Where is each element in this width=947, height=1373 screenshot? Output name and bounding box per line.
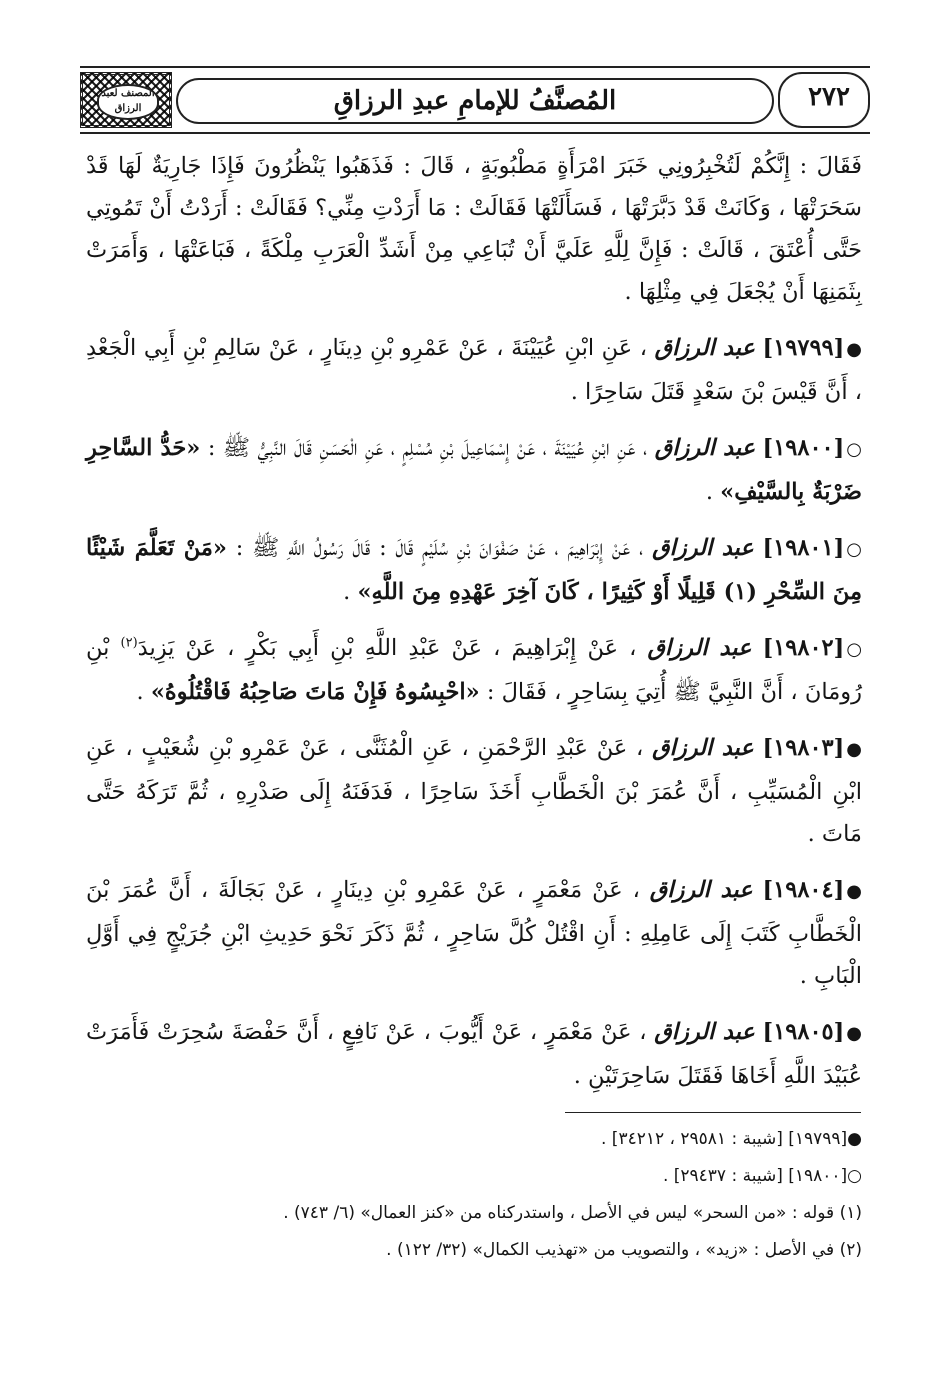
hadith-marker: ● (846, 881, 862, 902)
hadith-number: [١٩٨٠٣] (762, 735, 845, 761)
hadith-marker: ● (846, 339, 862, 360)
hadith-end: . (705, 479, 713, 505)
hadith-marker: ○ (846, 439, 863, 460)
hadith-marker: ○ (846, 539, 862, 560)
hadith-19799 (86, 327, 862, 413)
page-number: ٢٧٢ (808, 82, 850, 112)
hadith-text: ، عَنْ مَعْمَرٍ ، عَنْ أَيُّوبَ ، عَنْ نَافِعٍ ، أَنَّ حَفْصَةَ سُحِرَتْ فَأَمَرَتْ عُبَيْدَ اللَّهِ أَخَاهَا فَقَتَلَ سَاحِرَتَيْنِ . (86, 1019, 862, 1089)
hadith-number: [١٩٨٠٢] (762, 635, 845, 661)
paragraph-text: فَقَالَ : إِنَّكُمْ لَتُخْبِرُونِي خَبَرَ امْرَأَةٍ مَطْبُوبَةٍ ، قَالَ : فَذَهَبُوا يَنْظُرُونَ فَإِذَا جَارِيَةٌ لَهَا قَدْ سَحَرَتْهَا ، وَكَانَتْ قَدْ دَبَّرَتْهَا ، فَسَأَلَتْهَا فَقَالَتْ : مَا أَرَدْتِ مِنِّي؟ فَقَالَتْ : أَرَدْتُ أَنْ تَمُوتِي حَتَّى أُعْتَقَ ، قَالَتْ : فَإِنَّ لِلَّهِ عَلَيَّ أَنْ تُبَاعِي مِنْ أَشَدِّ الْعَرَبِ مِلْكَةً ، فَبَاعَتْهَا ، وَأَمَرَتْ بِثَمَنِهَا أَنْ يُجْعَلَ فِي مِثْلِهَا . (86, 153, 862, 305)
hadith-number: [١٩٨٠٤] (762, 877, 845, 903)
reference-note: ○[١٩٨٠٠] [شيبة : ٢٩٤٣٧] . (662, 1166, 862, 1186)
hadith-19804 (86, 869, 862, 997)
footnotes (86, 1124, 862, 1266)
hadith-text-continued: بْنِ رُومَانَ ، أَنَّ النَّبِيَّ ﷺ أُتِيَ بِسَاحِرٍ ، فَقَالَ : (86, 635, 862, 705)
hadith-text: ، عَنْ مَعْمَرٍ ، عَنْ عَمْرِو بْنِ دِينَارٍ ، عَنْ بَجَالَةَ ، أَنَّ عُمَرَ بْنَ الْخَطَّابِ كَتَبَ إِلَى عَامِلِهِ : أَنِ اقْتُلْ كُلَّ سَاحِرٍ ، ثُمَّ ذَكَرَ نَحْوَ حَدِيثِ ابْنِ جُرَيْجٍ فِي أَوَّلِ الْبَابِ . (86, 877, 862, 989)
hadith-number: [١٩٨٠١] (762, 535, 845, 561)
hadith-quote: «مَنْ تَعَلَّمَ شَيْئًا مِنَ السِّحْرِ (١) قَلِيلًا أَوْ كَثِيرًا ، كَانَ آخِرَ عَهْدِهِ مِنَ اللَّهِ» (86, 535, 862, 605)
hadith-source: عبد الرزاق (654, 335, 755, 361)
hadith-source: عبد الرزاق (652, 735, 754, 761)
hadith-source: عبد الرزاق (654, 435, 756, 461)
footnote: (٢) في الأصل : «زيد» ، والتصويب من «تهذيب الكمال» (٣٢/ ١٢٢) . (386, 1240, 862, 1260)
hadith-19802 (86, 627, 862, 713)
reference-note: ●[١٩٧٩٩] [شيبة : ٢٩٥٨١ ، ٣٤٢١٢] . (600, 1129, 862, 1149)
footnote-reference: (٢) (120, 635, 138, 651)
header-top-rule (80, 66, 870, 68)
header-emblem: المصنف لعبد الرزاق (97, 84, 159, 120)
footnote-separator (565, 1112, 861, 1113)
hadith-source: عبد الرزاق (654, 1019, 755, 1045)
hadith-end: . (343, 579, 351, 605)
hadith-source: عبد الرزاق (652, 535, 754, 561)
hadith-19805 (86, 1011, 862, 1097)
hadith-marker: ● (846, 1023, 862, 1044)
hadith-number: [١٩٨٠٠] (762, 435, 845, 461)
hadith-text: ، عَنِ ابْنِ عُيَيْنَةَ ، عَنْ إِسْمَاعِيلَ بْنِ مُسْلِمٍ ، عَنِ الْحَسَنِ قَالَ النَّبِيُّ ﷺ : (207, 435, 648, 461)
paragraph-continuation (86, 145, 862, 313)
hadith-end: . (136, 679, 144, 705)
hadith-19803 (86, 727, 862, 855)
header-bottom-rule (80, 132, 870, 134)
hadith-number: [١٩٨٠٥] (762, 1019, 845, 1045)
running-title: المُصنَّفُ للإمامِ عبدِ الرزاقِ (333, 86, 617, 116)
hadith-19800 (86, 427, 862, 513)
hadith-text: ، عَنِ ابْنِ عُيَيْنَةَ ، عَنْ عَمْرِو بْنِ دِينَارٍ ، عَنْ سَالِمِ بْنِ أَبِي الْجَعْدِ ، أَنَّ قَيْسَ بْنَ سَعْدٍ قَتَلَ سَاحِرًا . (86, 335, 862, 405)
running-title-band (176, 78, 774, 124)
hadith-quote: «احْبِسُوهُ فَإِنْ مَاتَ صَاحِبُهُ فَاقْتُلُوهُ» (150, 679, 480, 705)
hadith-source: عبد الرزاق (649, 877, 753, 903)
hadith-quote: «حَدُّ السَّاحِرِ ضَرْبَةٌ بِالسَّيْفِ» (86, 435, 862, 505)
page-number-frame (778, 72, 870, 128)
hadith-number: [١٩٧٩٩] (762, 335, 845, 361)
main-text (86, 145, 862, 1097)
header-emblem-ornament (80, 72, 172, 128)
hadith-text: ، عَنْ إِبْرَاهِيمَ ، عَنْ عَبْدِ اللَّهِ بْنِ أَبِي بَكْرٍ ، عَنْ يَزِيدَ (137, 635, 637, 661)
hadith-marker: ● (846, 739, 862, 760)
page-header (80, 72, 870, 128)
hadith-source: عبد الرزاق (647, 635, 752, 661)
hadith-text: ، عَنْ عَبْدِ الرَّحْمَنِ ، عَنِ الْمُثَنَّى ، عَنْ عَمْرِو بْنِ شُعَيْبٍ ، عَنِ ابْنِ الْمُسَيِّبِ ، أَنَّ عُمَرَ بْنَ الْخَطَّابِ أَخَذَ سَاحِرًا ، فَدَفَنَهُ إِلَى صَدْرِهِ ، ثُمَّ تَرَكَهُ حَتَّى مَاتَ . (86, 735, 862, 847)
hadith-marker: ○ (846, 639, 863, 660)
hadith-text: ، عَنْ إِبْرَاهِيمَ ، عَنْ صَفْوَانَ بْنِ سُلَيْمٍ قَالَ : قَالَ رَسُولُ اللَّهِ ﷺ : (235, 535, 644, 561)
footnote: (١) قوله : «من السحر» ليس في الأصل ، واستدركناه من «كنز العمال» (٦/ ٧٤٣) . (283, 1203, 862, 1223)
hadith-19801 (86, 527, 862, 613)
